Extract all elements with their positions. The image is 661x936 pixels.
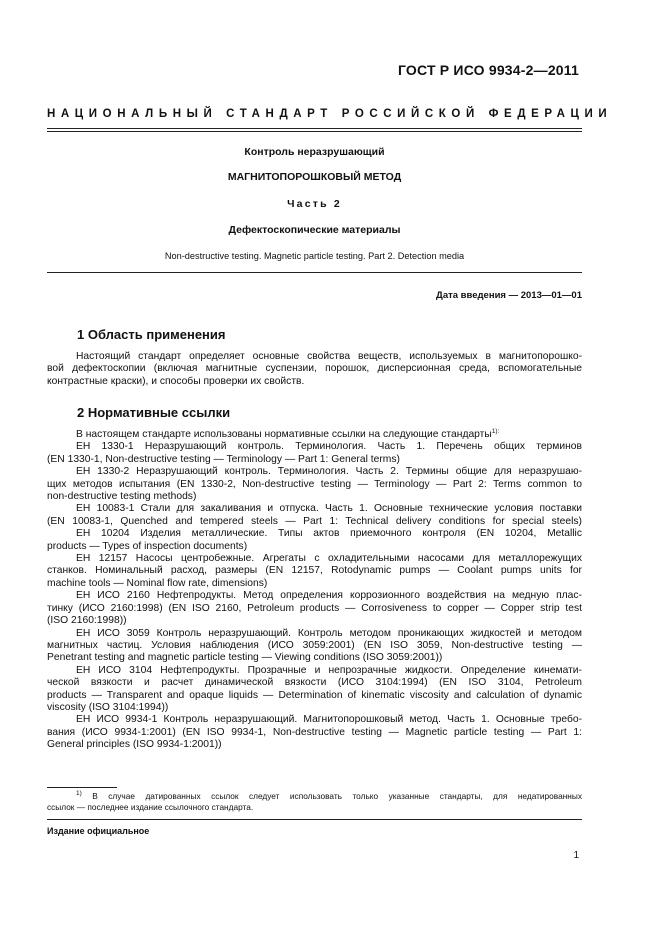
text-line: щих методов испытания (EN 1330-2, Non-destructive testing — Terminology — Part 2: Terms common to (47, 478, 582, 490)
references-intro: В настоящем стандарте использованы нормативные ссылки на следующие стандарты (76, 429, 492, 440)
text-line: вания (ИСО 9934-1:2001) (EN ISO 9934-1, Non-destructive testing — Magnetic particle testing — Part 1: (47, 726, 582, 738)
text-line: ЕН 10083-1 Стали для закаливания и отпуска. Часть 1. Основные технические условия поставки (76, 503, 582, 515)
text-line: machine tools — Nominal flow rate, dimensions) (47, 577, 268, 589)
text-line: Penetrant testing and magnetic particle testing — Viewing conditions (ISO 3059:2001)) (47, 652, 443, 664)
text-line: ЕН ИСО 2160 Нефтепродукты. Метод определения коррозионного воздействия на медную плас- (76, 590, 582, 602)
text-line: products — Transparent and opaque liquids — Determination of kinematic viscosity and calculation of dynamic (47, 689, 582, 701)
text-line: ссылок — последнее издание ссылочного стандарта. (47, 802, 254, 812)
text-line: контрастные краски), и способы проверки их свойств. (47, 375, 305, 387)
text-line: станков. Номинальный расход, размеры (EN 12157, Rotodynamic pumps — Coolant pumps units for (47, 565, 582, 577)
footnote-marker: 1): (491, 428, 500, 435)
header-rule-top (47, 128, 582, 129)
text-line: (ISO 2160:1998)) (47, 615, 127, 627)
header-rule-bottom (47, 131, 582, 132)
text-line: ческой вязкости и расчет динамической вязкости (ИСО 3104:1994) (EN ISO 3104, Petroleum (47, 677, 582, 689)
text-line: (EN 1330-1, Non-destructive testing — Terminology — Part 1: General terms) (47, 453, 400, 465)
section-2-body (47, 429, 582, 752)
text-line: ЕН ИСО 9934-1 Контроль неразрушающий. Магнитопорошковый метод. Часть 1. Основные требо- (76, 714, 582, 726)
section-2-heading: 2 Нормативные ссылки (77, 405, 231, 420)
section-1-heading: 1 Область применения (77, 327, 226, 342)
text-line: (EN 10083-1, Quenched and tempered steels — Part 1: Technical delivery conditions for special steels) (47, 515, 582, 527)
text-line: магнитных частиц. Условия наблюдения (ИСО 3059:2001) (EN ISO 3059, Non-destructive testing — (47, 639, 582, 651)
text-line: ЕН 10204 Изделия металлические. Типы актов приемочного контроля (EN 10204, Metallic (76, 528, 582, 540)
text-line (47, 429, 582, 441)
footnote-text: В случае датированных ссылок следует использовать только указанные стандарты, для недатированных (92, 791, 582, 801)
text-line (47, 791, 582, 802)
title-part: Часть 2 (287, 198, 342, 210)
text-line: General principles (ISO 9934-1:2001)) (47, 739, 222, 751)
title-divider (47, 272, 582, 273)
footnote (47, 791, 582, 813)
page-number: 1 (573, 850, 579, 861)
text-line: Настоящий стандарт определяет основные свойства веществ, используемых в магнитопорошко- (76, 351, 582, 362)
edition-label: Издание официальное (47, 826, 150, 836)
text-line: вой дефектоскопии (включая магнитные суспензии, порошок, дисперсионная среда, вспомогательные (47, 363, 582, 375)
text-line: products — Types of inspection documents) (47, 540, 248, 552)
footnote-marker: 1) (76, 790, 82, 797)
edition-rule (47, 819, 582, 820)
text-line: ЕН 12157 Насосы центробежные. Агрегаты с охладительными насосами для металлорежущих (76, 553, 582, 565)
text-line: ЕН 1330-2 Неразрушающий контроль. Терминология. Часть 2. Термины общие для неразрушаю- (76, 466, 582, 478)
footnote-rule (47, 787, 117, 788)
document-code: ГОСТ Р ИСО 9934-2—2011 (397, 62, 579, 78)
text-line: тинку (ИСО 2160:1998) (EN ISO 2160, Petroleum products — Corrosiveness to copper — Copper strip test (47, 602, 582, 614)
title-line-4: Дефектоскопические материалы (228, 224, 401, 236)
title-english: Non-destructive testing. Magnetic particle testing. Part 2. Detection media (164, 251, 465, 261)
text-line: viscosity (ISO 3104:1994)) (47, 701, 169, 713)
section-1-body (47, 351, 582, 388)
title-line-1: Контроль неразрушающий (244, 146, 385, 158)
text-line: ЕН ИСО 3059 Контроль неразрушающий. Контроль методом проникающих жидкостей и методом (76, 627, 582, 639)
text-line: ЕН 1330-1 Неразрушающий контроль. Терминология. Часть 1. Перечень общих терминов (76, 441, 582, 453)
title-line-2: МАГНИТОПОРОШКОВЫЙ МЕТОД (227, 171, 402, 183)
national-standard-banner: НАЦИОНАЛЬНЫЙ СТАНДАРТ РОССИЙСКОЙ ФЕДЕРАЦИИ (47, 108, 613, 120)
introduction-date: Дата введения — 2013—01—01 (436, 290, 582, 301)
text-line: non-destructive testing methods) (47, 491, 197, 503)
text-line: ЕН ИСО 3104 Нефтепродукты. Прозрачные и непрозрачные жидкости. Определение кинемати- (76, 664, 582, 676)
